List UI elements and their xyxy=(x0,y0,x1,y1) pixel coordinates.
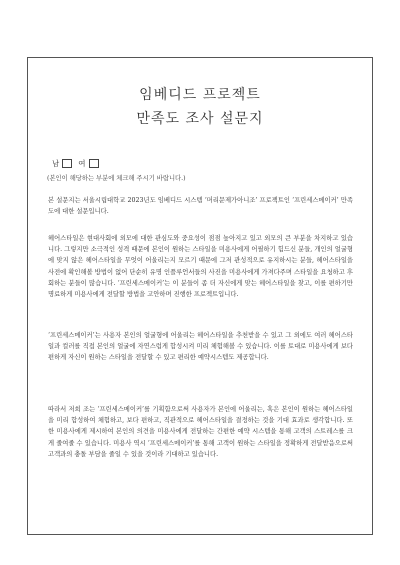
male-checkbox[interactable] xyxy=(62,159,72,168)
instruction-note: (본인이 해당하는 부분에 체크해 주시기 바랍니다.) xyxy=(47,175,186,182)
gender-selection xyxy=(52,158,105,169)
expected-effects-paragraph: 따라서 저희 조는 ‘프린세스메이커’를 기획함으로써 사용자가 본인에 어울리는, 혹은 본인이 원하는 헤어스타일을 미리 합성하여 체험하고, 보다 편하고, 직관적으로 헤어스타일을 결정하는 것을 기대 효과로 생각합니다. 또한 미용사에게 제시하여 본인의 의견을 미용사에게 전달하는 간편한 예약 시스템을 통해 고객의 스트레스를 크게 줄여줄 수 있습니다. 미용사 역시 ‘프린세스메이커’를 통해 고객이 원하는 스타일을 정확하게 전달받음으로써 고객과의 충돌 부담을 줄일 수 있을 것이라 기대하고 있습니다. xyxy=(48,406,353,458)
female-label: 여 xyxy=(78,159,86,168)
features-paragraph: ‘프린세스메이커’는 사용자 본인의 얼굴형에 어울리는 헤어스타일을 추천받을 수 있고 그 외에도 여러 헤어스타일과 컬러를 직접 본인의 얼굴에 자연스럽게 합성시켜 미리 체험해볼 수 있습니다. 이를 토대로 미용사에게 보다 편하게 자신이 원하는 스타일을 전달할 수 있고 편리한 예약시스템도 제공합니다. xyxy=(48,332,353,362)
title-line-1: 임베디드 프로젝트 xyxy=(139,87,261,103)
female-checkbox[interactable] xyxy=(89,159,99,168)
title-line-2: 만족도 조사 설문지 xyxy=(136,111,264,127)
background-paragraph: 헤어스타일은 현대사회에 외모에 대한 관심도와 중요성이 점점 높아지고 있고 외모의 큰 부분을 차지하고 있습니다. 그렇지만 소극적인 성격 때문에 본인이 원하는 스타일을 미용사에게 어필하기 힘드신 분들, 개인의 얼굴형에 맞지 않은 헤어스타일을 무엇이 어울리는지 모르기 때문에 그저 관성적으로 유지하시는 분들, 헤어스타일을 사전에 확인해볼 방법이 없어 단순히 유명 인플루언서들의 사진을 미용사에게 가져다주며 스타일을 요청하고 후회하는 분들이 많습니다. ‘프린세스메이커’는 이 분들이 좀 더 자신에게 맞는 헤어스타일을 찾고, 이를 편하기만 명료하게 미용사에게 전달할 방법을 고안하며 진행한 프로젝트입니다. xyxy=(48,235,353,299)
intro-paragraph: 본 설문지는 서울시립대학교 2023년도 임베디드 시스템 ‘머리문제가아니조’ 프로젝트인 ‘프린세스메이커’ 만족도에 대한 설문입니다. xyxy=(48,197,353,216)
male-label: 남 xyxy=(52,159,60,168)
